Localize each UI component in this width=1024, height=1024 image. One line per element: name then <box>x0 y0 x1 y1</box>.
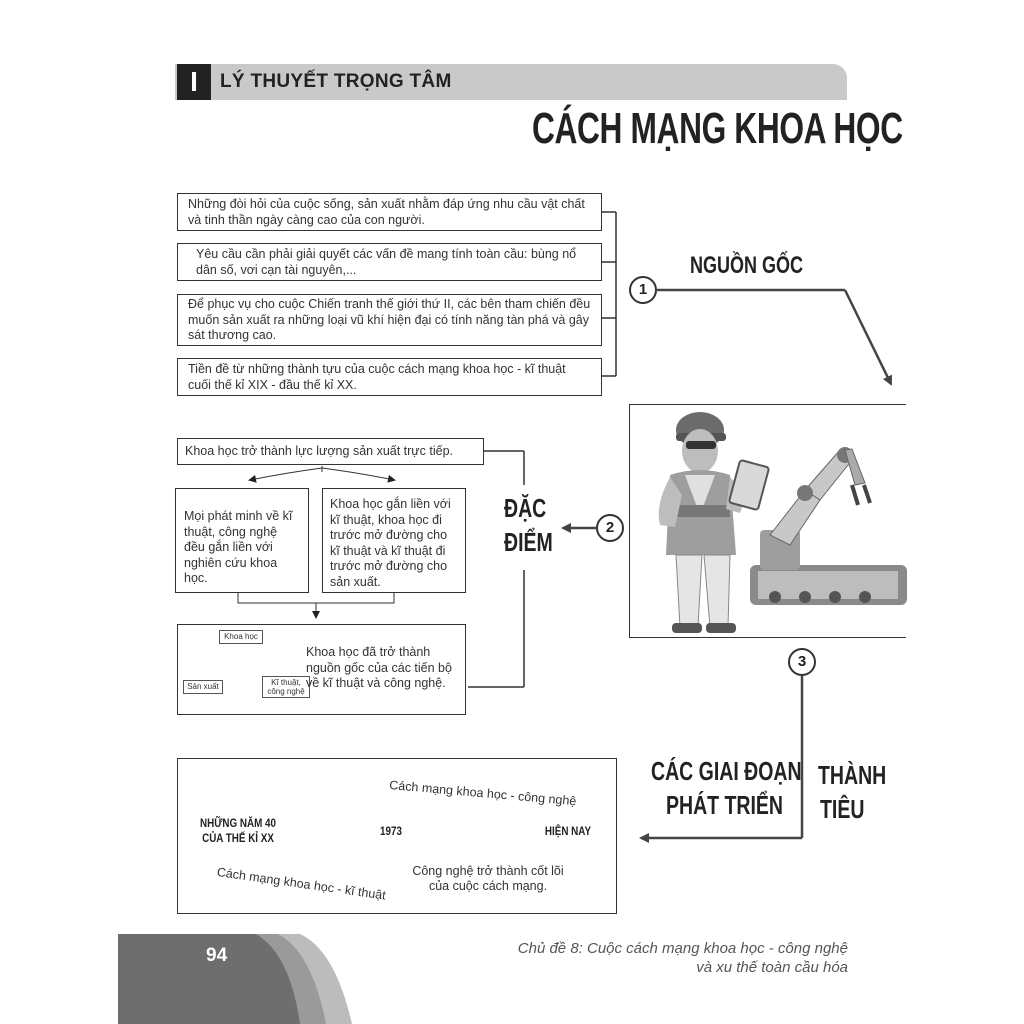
engineer-robot-illustration <box>630 405 907 639</box>
feature-label-line1: ĐẶC <box>504 493 547 523</box>
illustration-frame <box>629 404 906 638</box>
feature-bottom-text: Khoa học đã trở thành nguồn gốc của các tiến bộ về kĩ thuật và công nghệ. <box>306 645 452 690</box>
robot-arm-icon <box>750 447 907 605</box>
page-title: CÁCH MẠNG KHOA HỌC <box>532 104 903 153</box>
stages-label-line1: CÁC GIAI ĐOẠN <box>651 756 802 786</box>
origin-item: Để phục vụ cho cuộc Chiến tranh thế giới thứ II, các bên tham chiến đều muốn sản xuất ra những loại vũ khí hiện đại có tính năng tàn phá và gây sát thương cao. <box>177 294 602 346</box>
origin-item: Yêu cầu cần phải giải quyết các vấn đề mang tính toàn cầu: bùng nổ dân số, vơi cạn tài nguyên,... <box>177 243 602 281</box>
origin-label: NGUỒN GỐC <box>690 252 804 279</box>
chapter-title: Chủ đề 8: Cuộc cách mạng khoa học - công nghệ và xu thế toàn cầu hóa <box>517 940 848 976</box>
achievements-label-line1: THÀNH <box>818 760 887 790</box>
cycle-science: Khoa học <box>219 630 263 644</box>
origin-item: Tiền đề từ những thành tựu của cuộc cách mạng khoa học - kĩ thuật cuối thế kỉ XIX - đầu thế kỉ XX. <box>177 358 602 396</box>
origin-item: Những đòi hỏi của cuộc sống, sản xuất nhằm đáp ứng nhu cầu vật chất và tinh thần ngày càng cao của con người. <box>177 193 602 231</box>
feature-label-line2: ĐIỂM <box>504 527 553 557</box>
step-1-badge: 1 <box>629 276 657 304</box>
feature-top-box: Khoa học trở thành lực lượng sản xuất trực tiếp. <box>177 438 484 465</box>
page-number: 94 <box>206 945 228 966</box>
timeline-end: HIỆN NAY <box>544 824 592 838</box>
timeline-lower-label: Cách mạng khoa học - kĩ thuật <box>216 865 387 903</box>
timeline-note: Công nghệ trở thành cốt lõi của cuộc cách mạng. <box>412 864 564 893</box>
step-2-badge: 2 <box>596 514 624 542</box>
footer-band <box>0 930 1024 1024</box>
feature-bottom-box <box>177 624 466 715</box>
section-label: LÝ THUYẾT TRỌNG TÂM <box>220 71 452 92</box>
feature-right-box: Khoa học gắn liền với kĩ thuật, khoa học đi trước mở đường cho kĩ thuật và kĩ thuật đi trước mở đường cho sản xuất. <box>322 488 466 593</box>
stages-label-line2: PHÁT TRIỂN <box>666 790 783 820</box>
timeline-start: NHỮNG NĂM 40 CỦA THẾ KỈ XX <box>200 816 276 845</box>
achievements-label-line2: TIÊU <box>820 794 865 824</box>
feature-left-box: Mọi phát minh về kĩ thuật, công nghệ đều gắn liền với nghiên cứu khoa học. <box>175 488 309 593</box>
cycle-production: Sản xuất <box>183 680 223 694</box>
step-3-badge: 3 <box>788 648 816 676</box>
timeline-mid: 1973 <box>380 824 402 838</box>
timeline-upper-label: Cách mạng khoa học - công nghệ <box>388 778 577 809</box>
section-number: I <box>177 64 211 100</box>
cycle-technology: Kĩ thuật, công nghệ <box>262 676 310 698</box>
